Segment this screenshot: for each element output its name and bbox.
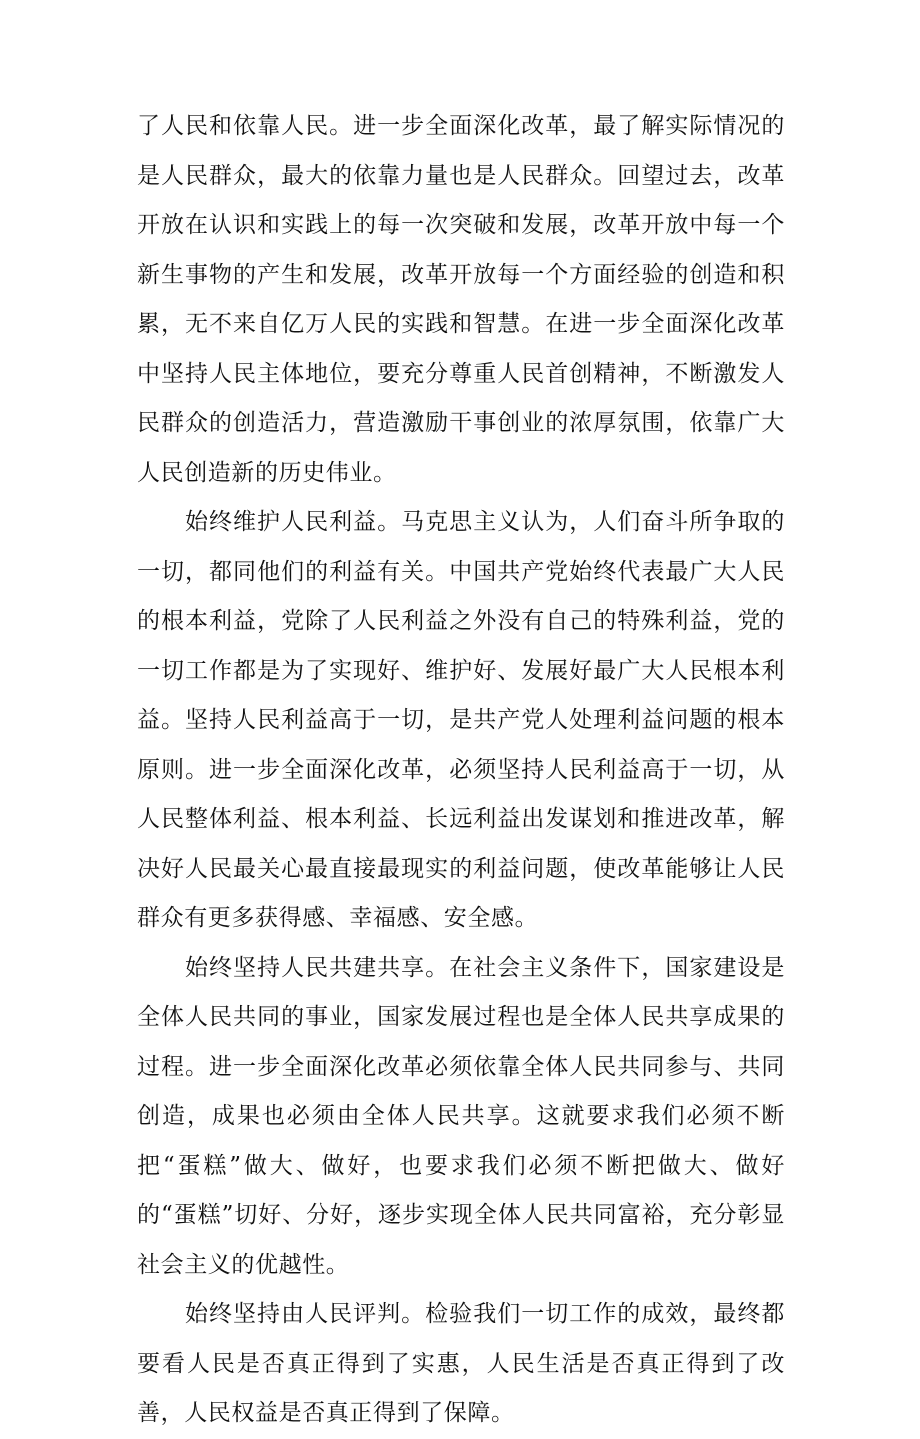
paragraph-maintain-people-interests: 始终维护人民利益。马克思主义认为，人们奋斗所争取的一切，都同他们的利益有关。中国共产党始终代表最广大人民的根本利益，党除了人民利益之外没有自己的特殊利益，党的一切工作都是为了实现好、维护好、发展好最广大人民根本利益。坚持人民利益高于一切，是共产党人处理利益问题的根本原则。进一步全面深化改革，必须坚持人民利益高于一切，从人民整体利益、根本利益、长远利益出发谋划和推进改革，解决好人民最关心最直接最现实的利益问题，使改革能够让人民群众有更多获得感、幸福感、安全感。: [137, 509, 785, 931]
paragraph-co-build-co-share: 始终坚持人民共建共享。在社会主义条件下，国家建设是全体人民共同的事业，国家发展过程也是全体人民共享成果的过程。进一步全面深化改革必须依靠全体人民共同参与、共同创造，成果也必须由全体人民共享。这就要求我们必须不断把“蛋糕”做大、做好，也要求我们必须不断把做大、做好的“蛋糕”切好、分好，逐步实现全体人民共同富裕，充分彰显社会主义的优越性。: [137, 954, 785, 1278]
document-body: [137, 102, 785, 1439]
paragraph-continuation: 了人民和依靠人民。进一步全面深化改革，最了解实际情况的是人民群众，最大的依靠力量也是人民群众。回望过去，改革开放在认识和实践上的每一次突破和发展，改革开放中每一个新生事物的产生和发展，改革开放每一个方面经验的创造和积累，无不来自亿万人民的实践和智慧。在进一步全面深化改革中坚持人民主体地位，要充分尊重人民首创精神，不断激发人民群众的创造活力，营造激励干事创业的浓厚氛围，依靠广大人民创造新的历史伟业。: [137, 113, 785, 486]
paragraph-people-judge: 始终坚持由人民评判。检验我们一切工作的成效，最终都要看人民是否真正得到了实惠，人民生活是否真正得到了改善，人民权益是否真正得到了保障。: [137, 1301, 785, 1426]
